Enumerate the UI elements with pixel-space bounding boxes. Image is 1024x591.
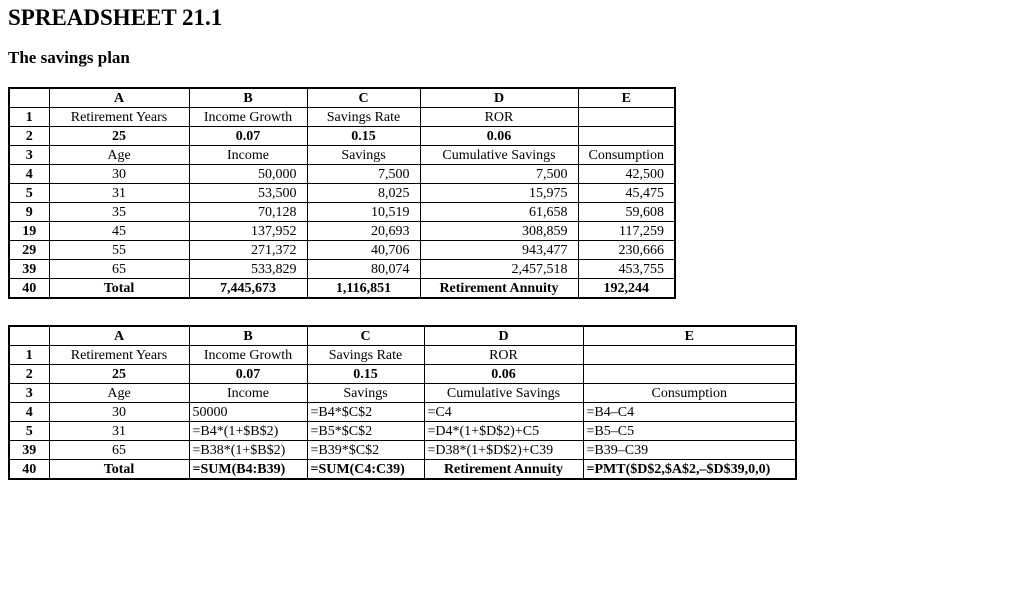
cell-b29: 271,372 [189, 241, 307, 260]
cell-d3: Cumulative Savings [424, 384, 583, 403]
cell-e5: 45,475 [578, 184, 675, 203]
cell-a40: Total [49, 279, 189, 299]
table-row [9, 441, 796, 460]
cell-d1: ROR [424, 346, 583, 365]
cell-b9: 70,128 [189, 203, 307, 222]
row-number: 39 [9, 441, 49, 460]
row-number: 9 [9, 203, 49, 222]
cell-e4: =B4–C4 [583, 403, 796, 422]
cell-e1 [583, 346, 796, 365]
row-number: 19 [9, 222, 49, 241]
cell-d9: 61,658 [420, 203, 578, 222]
cell-b40: =SUM(B4:B39) [189, 460, 307, 480]
cell-c4: 7,500 [307, 165, 420, 184]
cell-b5: =B4*(1+$B$2) [189, 422, 307, 441]
corner-cell [9, 326, 49, 346]
cell-a29: 55 [49, 241, 189, 260]
table-row [9, 403, 796, 422]
cell-c5: 8,025 [307, 184, 420, 203]
cell-b40: 7,445,673 [189, 279, 307, 299]
cell-a4: 30 [49, 165, 189, 184]
cell-b1: Income Growth [189, 108, 307, 127]
cell-a3: Age [49, 384, 189, 403]
cell-b5: 53,500 [189, 184, 307, 203]
table-row [9, 279, 675, 299]
table-row [9, 222, 675, 241]
cell-d40: Retirement Annuity [424, 460, 583, 480]
row-number: 1 [9, 346, 49, 365]
page-title: SPREADSHEET 21.1 [8, 5, 223, 30]
cell-d4: 7,500 [420, 165, 578, 184]
cell-e40: =PMT($D$2,$A$2,–$D$39,0,0) [583, 460, 796, 480]
cell-d19: 308,859 [420, 222, 578, 241]
cell-b19: 137,952 [189, 222, 307, 241]
cell-b3: Income [189, 146, 307, 165]
cell-d40: Retirement Annuity [420, 279, 578, 299]
table-row [9, 422, 796, 441]
cell-c40: 1,116,851 [307, 279, 420, 299]
cell-c5: =B5*$C$2 [307, 422, 424, 441]
cell-a39: 65 [49, 441, 189, 460]
table-row [9, 384, 796, 403]
cell-c1: Savings Rate [307, 346, 424, 365]
column-header-c: C [307, 88, 420, 108]
cell-e2 [578, 127, 675, 146]
column-header-b: B [189, 88, 307, 108]
cell-c4: =B4*$C$2 [307, 403, 424, 422]
cell-a9: 35 [49, 203, 189, 222]
cell-a1: Retirement Years [49, 108, 189, 127]
cell-c19: 20,693 [307, 222, 420, 241]
row-number: 39 [9, 260, 49, 279]
cell-e1 [578, 108, 675, 127]
cell-e39: =B39–C39 [583, 441, 796, 460]
cell-d4: =C4 [424, 403, 583, 422]
cell-a1: Retirement Years [49, 346, 189, 365]
cell-b3: Income [189, 384, 307, 403]
column-header-e: E [583, 326, 796, 346]
cell-a39: 65 [49, 260, 189, 279]
cell-b4: 50000 [189, 403, 307, 422]
cell-c29: 40,706 [307, 241, 420, 260]
cell-d2: 0.06 [420, 127, 578, 146]
column-header-a: A [49, 88, 189, 108]
table-row [9, 260, 675, 279]
cell-c3: Savings [307, 384, 424, 403]
table-row [9, 184, 675, 203]
cell-c39: =B39*$C$2 [307, 441, 424, 460]
cell-c39: 80,074 [307, 260, 420, 279]
row-number: 4 [9, 403, 49, 422]
table-row [9, 146, 675, 165]
cell-e39: 453,755 [578, 260, 675, 279]
column-header-e: E [578, 88, 675, 108]
cell-a4: 30 [49, 403, 189, 422]
row-number: 5 [9, 184, 49, 203]
cell-a3: Age [49, 146, 189, 165]
cell-e2 [583, 365, 796, 384]
table-row [9, 460, 796, 480]
cell-d39: 2,457,518 [420, 260, 578, 279]
cell-a19: 45 [49, 222, 189, 241]
cell-c3: Savings [307, 146, 420, 165]
cell-d29: 943,477 [420, 241, 578, 260]
row-number: 40 [9, 279, 49, 299]
cell-e9: 59,608 [578, 203, 675, 222]
page-subtitle: The savings plan [8, 48, 130, 67]
table-row [9, 365, 796, 384]
cell-d39: =D38*(1+$D$2)+C39 [424, 441, 583, 460]
cell-e3: Consumption [578, 146, 675, 165]
row-number: 1 [9, 108, 49, 127]
column-header-d: D [424, 326, 583, 346]
column-header-d: D [420, 88, 578, 108]
cell-e40: 192,244 [578, 279, 675, 299]
cell-b1: Income Growth [189, 346, 307, 365]
cell-b4: 50,000 [189, 165, 307, 184]
table-row [9, 108, 675, 127]
table-row [9, 203, 675, 222]
corner-cell [9, 88, 49, 108]
row-number: 3 [9, 146, 49, 165]
cell-c2: 0.15 [307, 365, 424, 384]
row-number: 29 [9, 241, 49, 260]
row-number: 2 [9, 365, 49, 384]
row-number: 2 [9, 127, 49, 146]
cell-e5: =B5–C5 [583, 422, 796, 441]
table-row [9, 346, 796, 365]
cell-e3: Consumption [583, 384, 796, 403]
table-row [9, 165, 675, 184]
cell-c40: =SUM(C4:C39) [307, 460, 424, 480]
column-header-row [9, 88, 675, 108]
cell-b39: 533,829 [189, 260, 307, 279]
cell-b2: 0.07 [189, 127, 307, 146]
cell-e4: 42,500 [578, 165, 675, 184]
cell-b39: =B38*(1+$B$2) [189, 441, 307, 460]
cell-e19: 117,259 [578, 222, 675, 241]
column-header-a: A [49, 326, 189, 346]
row-number: 3 [9, 384, 49, 403]
cell-d3: Cumulative Savings [420, 146, 578, 165]
cell-c9: 10,519 [307, 203, 420, 222]
cell-c1: Savings Rate [307, 108, 420, 127]
cell-d2: 0.06 [424, 365, 583, 384]
cell-a40: Total [49, 460, 189, 480]
cell-d1: ROR [420, 108, 578, 127]
cell-a5: 31 [49, 184, 189, 203]
column-header-row [9, 326, 796, 346]
cell-d5: 15,975 [420, 184, 578, 203]
column-header-b: B [189, 326, 307, 346]
cell-b2: 0.07 [189, 365, 307, 384]
cell-a5: 31 [49, 422, 189, 441]
cell-c2: 0.15 [307, 127, 420, 146]
column-header-c: C [307, 326, 424, 346]
cell-d5: =D4*(1+$D$2)+C5 [424, 422, 583, 441]
table-row [9, 241, 675, 260]
formulas-spreadsheet [8, 325, 797, 480]
row-number: 5 [9, 422, 49, 441]
cell-a2: 25 [49, 365, 189, 384]
row-number: 40 [9, 460, 49, 480]
cell-a2: 25 [49, 127, 189, 146]
row-number: 4 [9, 165, 49, 184]
cell-e29: 230,666 [578, 241, 675, 260]
table-row [9, 127, 675, 146]
values-spreadsheet [8, 87, 676, 299]
